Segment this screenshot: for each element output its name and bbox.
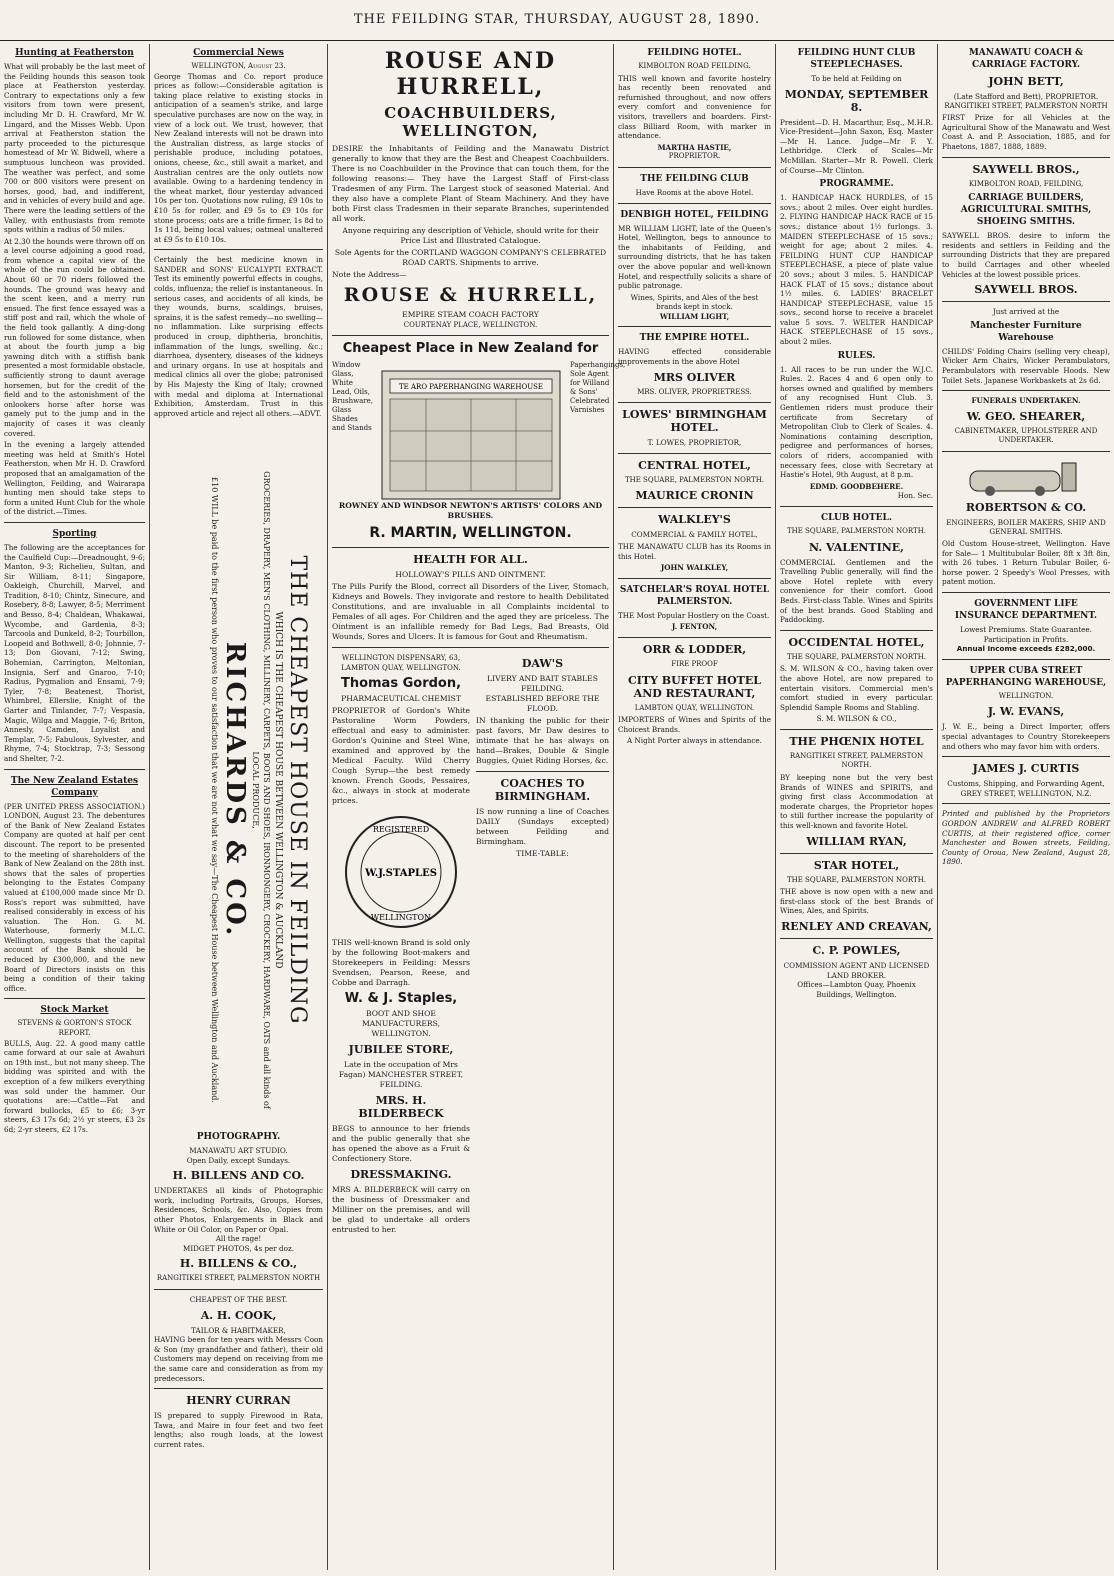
advert-text: COMMERCIAL Gentlemen and the Travelling Public generally, will find the above Hotel replete with every convenience for their comfort. Good Beds. First-class Table. Wines and Spirits of the best brands. Good Stabling and Paddocking. <box>780 557 933 625</box>
divider <box>4 522 145 523</box>
richards-goods: GROCERIES, DRAPERY, MEN'S CLOTHING, MILLINERY, CARPETS, BOOTS AND SHOES, IRONMONGERY, CROCKERY, HARDWARE, OATS and all kinds of LOCAL PRODUCE, <box>251 471 271 1109</box>
divider <box>332 547 609 548</box>
divider <box>618 203 771 204</box>
headline-stock-market: Stock Market <box>40 1005 109 1016</box>
warehouse-engraving <box>376 365 566 503</box>
article-text: The following are the acceptances for the Caulfield Cup:—Dreadnought, 9-6; Manton, 9-3; Richelieu, Sultan, and Sir William, 8-11; Singapore, Oakleigh, Churchill, Marvel, and Tradition, 8-10; Chintz, Sinecure, and Rosebery, 8-8; Lawyer, 8-5; Merriment and Besso, 8-4; Chaldean, Whakawai, Wycombe, and Gardenia, 8-3; Tarcoola and Dunkeld, 8-2; Tourbillon, Loopeid and Bothwell, 8-0; Johnnie, 7-13; Don Giovani, 7-12; Swing, Bohemian, Carrington, Meltonian, Insignia, Serf and Gnaroo, 7-10; Radius, Pygmalion and Ensami, 7-9; Tyler, 7-8; Beatenest, Thorist, Whimbrel, Ellerslie, Knight of the Garter and Tinlander, 7-7; Vespasia, Magic, Wilga and Maggie, 7-6; Briton, Annesly, Camden, Loyalist and Templar, 7-5; Fabulous, Sylvester, and Rhyme, 7-4; Stocktrap, 7-3; Sessong and Shelter, 7-2. <box>4 542 145 763</box>
staples-trade: BOOT AND SHOE MANUFACTURERS, WELLINGTON. <box>362 1009 440 1038</box>
gov-insurance-text: Lowest Premiums. State Guarantee. Participation in Profits. <box>960 625 1092 644</box>
richards-advert <box>180 460 310 1120</box>
rouse-name: ROUSE & HURRELL, <box>343 284 598 306</box>
hastie-name: MARTHA HASTIE, <box>657 142 732 152</box>
holloway-subheadline: HOLLOWAY'S PILLS AND OINTMENT. <box>395 570 546 579</box>
column-2-lower <box>150 1128 327 1570</box>
cronin-name: MAURICE CRONIN <box>635 489 754 503</box>
orr-subheadline: FIRE PROOF <box>671 660 718 668</box>
robertson-trade: ENGINEERS, BOILER MAKERS, SHIP AND GENERAL SMITHS. <box>946 517 1106 537</box>
divider <box>942 451 1110 452</box>
club-hotel-address: THE SQUARE, PALMERSTON NORTH. <box>786 526 927 535</box>
divider <box>154 1388 323 1389</box>
gordon-daws-row <box>332 653 609 1237</box>
masthead-title: THE FEILDING STAR, THURSDAY, AUGUST 28, 1890. <box>353 12 761 27</box>
bilderbeck-name: MRS. H. BILDERBECK <box>358 1094 444 1120</box>
billens-signature: H. BILLENS & CO., <box>179 1257 298 1271</box>
advert-text: BY keeping none but the very best Brands of WINES and SPIRITS, and giving first class Accommodation at moderate charges, the Proprietor hopes to still further increase the popularity of this well-known and favorite Hotel. <box>780 773 933 831</box>
advert-text: THE above is now open with a new and first-class stock of the best Brands of Wines, Ales, and Spirits. <box>780 887 933 916</box>
billens-midget: MIDGET PHOTOS, 4s per doz. <box>182 1243 295 1253</box>
hunt-signature: EDMD. GOODBEHERE. <box>809 481 904 491</box>
advert-text: 1. HANDICAP HACK HURDLES, of 15 sovs.; about 2 miles. Over eight hurdles. 2. FLYING HANDICAP HACK RACE of 15 sovs.; distance about 1½ furlongs. 3. MAIDEN STEEPLECHASE of 15 sovs.; weight for age; about 2 miles. 4. FEILDING HUNT CUP HANDICAP STEEPLECHASE, a piece of plate value 20 sovs.; about 3 miles. 5. HANDICAP HACK FLAT of 15 sovs.; distance about 1½ miles. 6. LADIES' BRACELET HANDICAP STEEPLECHASE, value 15 sovs., second horse to receive a bracelet value 5 sovs. 7. WELTER HANDICAP HACK STEEPLECHASE of 15 sovs., about 2 miles. <box>780 193 933 347</box>
subheadline: STEVENS & GORTON'S STOCK REPORT. <box>17 1019 132 1038</box>
advert-text: DESIRE the Inhabitants of Feilding and the Manawatu District generally to know that they are the Best and Cheapest Coachbuilders. There is no Coachbuilder in the Province that can touch them, for the following reasons:— They have the Largest Staff of First-class Tradesmen of any Firm. The Largest stock of seasoned Material. And they also have a complete Plant of Steam Machinery. And they have both First class Tradesmen in their separate Branches, superintended all work. <box>332 144 609 223</box>
holloway-headline: HEALTH FOR ALL. <box>413 553 528 566</box>
martin-sign: TE ARO PAPERHANGING WAREHOUSE <box>398 383 544 391</box>
central-headline: CENTRAL HOTEL, <box>638 458 751 472</box>
advert-text: 1. All races to be run under the W.J.C. Rules. 2. Races 4 and 6 open only to horses owned and qualified by members of any recognised Hunt Club. 3. Gentlemen riders must produce their certificate from Secretary of Metropolitan Club to Clerk of Scales. 4. Nominations containing description, pedigree and performances of horses, colors of riders, accompanied with necessary fees, close with Secretary at Hastie's Hotel, 9th August, at 8 p.m. <box>780 364 933 480</box>
cook-trade: TAILOR & HABITMAKER, <box>191 1325 286 1335</box>
funerals-notice: FUNERALS UNDERTAKEN. <box>971 396 1081 406</box>
bett-name: JOHN BETT, <box>988 75 1064 88</box>
studio-hours: Open Daily, except Sundays. <box>186 1155 291 1165</box>
star-headline: STAR HOTEL, <box>813 858 900 872</box>
occidental-headline: OCCIDENTAL HOTEL, <box>788 635 925 649</box>
advert-text: THIS well known and favorite hostelry has recently been renovated and refurnished throughout, and now offers every comfort and convenience for visitors, travellers and boarders. First-class Billiard Room, with marker in attendance. <box>618 73 771 141</box>
buffet-address: LAMBTON QUAY, WELLINGTON. <box>634 703 755 712</box>
daws-established: ESTABLISHED BEFORE THE FLOOD. <box>485 694 600 713</box>
shearer-trade: CABINETMAKER, UPHOLSTERER AND UNDERTAKER. <box>954 426 1098 445</box>
programme-headline: PROGRAMME. <box>819 179 894 190</box>
coach-timetable: TIME-TABLE: <box>516 849 569 858</box>
divider <box>780 630 933 631</box>
divider <box>942 157 1110 158</box>
advert-text: UNDERTAKES all kinds of Photographic work, including Portraits, Groups, Horses, Residences, Schools, &c. Also, Copies from other Photos, Enlargements in Black and White or Oil Color, on Paper or Opal. <box>154 1186 323 1234</box>
divider <box>780 938 933 939</box>
buffet-headline: CITY BUFFET HOTEL AND RESTAURANT, <box>628 673 761 700</box>
masthead <box>0 0 1114 41</box>
gordon-title: PHARMACEUTICAL CHEMIST <box>341 694 461 703</box>
richards-tagline: WHICH IS THE CHEAPEST HOUSE BETWEEN WELLINGTON & AUCKLAND <box>273 611 283 969</box>
fenton-name: J. FENTON, <box>671 622 718 632</box>
shearer-name: W. GEO. SHEARER, <box>966 409 1086 423</box>
curtis-trade: Customs, Shipping, and Forwarding Agent, GREY STREET, WELLINGTON, N.Z. <box>947 779 1105 798</box>
column-3 <box>328 44 626 1570</box>
divider <box>4 998 145 999</box>
advert-text: SAYWELL BROS. desire to inform the residents and settlers in Feilding and the surrounding Districts that they are prepared to build Carriages and other wheeled Vehicles at the lowest possible prices. <box>942 231 1110 279</box>
column-4 <box>614 44 775 1570</box>
divider <box>476 771 609 772</box>
rouse-note: Note the Address— <box>332 270 407 279</box>
martin-left-list: Window Glass, White Lead, Oils, Brushware, Glass Shades and Stands <box>332 361 373 432</box>
hunt-signature-role: Hon. Sec. <box>897 491 933 501</box>
advert-text: Sole Agents for the CORTLAND WAGGON COMPANY'S CELEBRATED ROAD CARTS. Shipments to arrive. <box>334 248 607 267</box>
gordon-advert <box>332 653 470 1237</box>
column-6 <box>938 44 1114 1570</box>
evans-name: J. W. EVANS, <box>987 705 1065 719</box>
star-address: THE SQUARE, PALMERSTON NORTH. <box>786 875 927 884</box>
divider <box>780 506 933 507</box>
walkley-name: JOHN WALKLEY, <box>660 563 729 573</box>
billens-name: H. BILLENS AND CO. <box>172 1169 305 1183</box>
denbigh-wines: Wines, Spirits, and Ales of the best brands kept in stock. <box>630 292 759 312</box>
article-text: BULLS, Aug. 22. A good many cattle came forward at our sale at Awahuri on 19th inst., but not many sheep. The bidding was spirited and with the exception of a few milkers everything was sold under the hammer. Our quotations are:—Cattle—Fat and forward bullocks, £5 to £6; 3-yr steers, £3 17s 6d; 2½ yr steers, £3 2s 6d; 2-yr steers, £2 17s. <box>4 1038 145 1134</box>
imprint: Printed and published by the Proprietors GORDON ANDREW and ALFRED ROBERT CURTIS, at their registered office, corner Manchester and Bowen streets, Feilding, County of Oroua, New Zealand, August 28, 1890. <box>942 809 1110 867</box>
staples-name: W. & J. Staples, <box>344 991 458 1006</box>
bett-factory: MANAWATU COACH & CARRIAGE FACTORY. <box>968 48 1084 70</box>
divider <box>618 167 771 168</box>
advert-text: President—D. H. Macarthur, Esq., M.H.R. Vice-President—John Saxon, Esq. Master—Mr H. Lance. Judge—Mr F. Y. Lethbridge. Clerk of Scales—Mr McMillan. Starter—Mr R. Powell. Clerk of Course—Mr Clinton. <box>780 117 933 175</box>
advert-text: IMPORTERS of Wines and Spirits of the Choicest Brands. <box>618 715 771 734</box>
light-name: WILLIAM LIGHT, <box>659 311 730 321</box>
hastie-role: PROPRIETOR. <box>668 152 721 161</box>
curran-name: HENRY CURRAN <box>186 1394 291 1408</box>
club-headline: THE FEILDING CLUB <box>640 173 749 184</box>
saywell-name: SAYWELL BROS., <box>972 162 1080 176</box>
manchester-headline: Manchester Furniture Warehouse <box>970 320 1082 343</box>
advert-text: CHILDS' Folding Chairs (selling very cheap), Wicker Arm Chairs, Wicker Perambulators, Perambulators with reservable Hoods. New Toilet Sets. Japanese Workbaskets at 2s 6d. <box>942 346 1110 385</box>
advert-text: MRS A. BILDERBECK will carry on the business of Dressmaker and Milliner on the premises, and will be glad to undertake all orders entrusted to her. <box>332 1185 470 1234</box>
divider <box>154 249 323 250</box>
bett-subheadline: (Late Stafford and Bett), PROPRIETOR. <box>953 92 1099 101</box>
richards-offer: £10 WILL be paid to the first person who proves to our satisfaction that we are not what we say—The Cheapest House between Wellington and Auckland. <box>210 477 219 1103</box>
engine-engraving <box>966 457 1086 497</box>
headline-estates: The New Zealand Estates Company <box>10 775 139 798</box>
oliver-signature: MRS. OLIVER, PROPRIETRESS. <box>637 387 752 396</box>
central-address: THE SQUARE, PALMERSTON NORTH. <box>624 475 765 484</box>
divider <box>942 659 1110 660</box>
headline-sporting: Sporting <box>52 528 97 539</box>
hunt-club-intro: To be held at Feilding on <box>811 74 902 83</box>
divider <box>780 729 933 730</box>
powles-trade: COMMISSION AGENT AND LICENSED LAND BROKER. <box>783 961 930 980</box>
lowes-proprietor: T. LOWES, PROPRIETOR, <box>647 438 742 448</box>
daws-trade: LIVERY AND BAIT STABLES FEILDING. <box>487 674 598 693</box>
richards-name: RICHARDS & CO. <box>220 641 250 939</box>
advert-text: Old Custom House-street, Wellington. Have for Sale— 1 Multitubular Boiler, 8ft x 3ft 8in, with 26 tubes. 1 Return Tubular Boiler, 6-horse power. 2 Speedy's Wool Presses, with patent motion. <box>942 539 1110 587</box>
divider <box>942 592 1110 593</box>
advert-text: IS now running a line of Coaches DAILY (Sundays excepted) between Feilding and Birmingham. <box>476 807 609 846</box>
advert-text: FIRST Prize for all Vehicles at the Agricultural Show of the Manawatu and West Coast A. and P. Association, 1885, and for Phaetons, 1887, 1888, 1889. <box>942 113 1110 151</box>
article-text: George Thomas and Co. report produce prices as follow:—Considerable agitation is taking place relative to existing stocks in anticipation of a seamen's strike, and large speculative purchases are now on the way, in view of a lock out. We trust, however, that New Zealand interests will not be drawn into the Australian distress, as large stocks of perishable produce, including potatoes, onions, cheese, &c., still await a market, and Australian centres are the only outlets now available. Owing to a hardening tendency in the wheat market, flour yesterday advanced 10s per ton. Quotations now ruling, £9 10s to £10 5s for roller, and £9 5s to £9 10s for stone process; oats are a trifle firmer, 1s 8d to 1s 11d, being local values; oatmeal unaltered at £9 5s to £10 10s. <box>154 71 323 244</box>
saywell-signature: SAYWELL BROS. <box>974 283 1078 297</box>
divider <box>942 301 1110 302</box>
walkley-headline: WALKLEY'S <box>658 513 731 527</box>
divider <box>618 326 771 327</box>
divider <box>618 453 771 454</box>
jubilee-headline: JUBILEE STORE, <box>348 1043 454 1056</box>
club-text: Have Rooms at the above Hotel. <box>635 187 754 197</box>
occidental-signature: S. M. WILSON & CO., <box>816 714 897 724</box>
advert-text: S. M. WILSON & CO., having taken over the above Hotel, are now prepared to entertain visitors. Commercial men's comfort studied in every particular. Splendid Sample Rooms and Stabling. <box>780 664 933 712</box>
satchelar-headline: SATCHELAR'S ROYAL HOTEL PALMERSTON. <box>619 584 770 607</box>
curtis-name: JAMES J. CURTIS <box>972 762 1080 776</box>
cook-slogan: CHEAPEST OF THE BEST. <box>189 1294 288 1304</box>
advert-text: HAVING been for ten years with Messrs Coon & Son (my grandfather and father), their old Customers may depend on receiving from me the same care and consideration as from my predecessors. <box>154 1335 323 1383</box>
renley-name: RENLEY AND CREAVAN, <box>781 920 932 933</box>
manchester-intro: Just arrived at the <box>992 307 1060 317</box>
gov-insurance-income: Annual Income exceeds £282,000. <box>956 644 1096 654</box>
cook-name: A. H. COOK, <box>200 1308 277 1322</box>
orr-headline: ORR & LODDER, <box>642 643 747 656</box>
studio-name: MANAWATU ART STUDIO. <box>189 1146 288 1155</box>
advert-text: THE MANAWATU CLUB has its Rooms in this Hotel. <box>618 542 771 561</box>
empire-headline: THE EMPIRE HOTEL. <box>639 333 750 344</box>
advert-text: The Pills Purify the Blood, correct all Disorders of the Liver, Stomach, Kidneys and Bowels. They invigorate and restore to health Debilitated Constitutions, and are invaluable in all Complaints incidental to Females of all ages. For Children and the aged they are priceless. The Ointment is an infallible remedy for Bad Legs, Bad Breasts, Old Wounds, Sores and Ulcers. It is famous for Gout and Rheumatism. <box>332 582 609 641</box>
advert-text: BEGS to announce to her friends and the public generally that she has opened the above as a Fruit & Confectionery Store. <box>332 1124 470 1163</box>
saywell-address: KIMBOLTON ROAD, FEILDING, <box>968 179 1084 188</box>
divider <box>4 769 145 770</box>
headline-commercial: Commercial News <box>193 48 284 58</box>
robertson-name: ROBERTSON & CO. <box>965 500 1087 514</box>
dressmaking-headline: DRESSMAKING. <box>350 1168 452 1181</box>
hunt-club-date: MONDAY, SEPTEMBER 8. <box>784 87 929 114</box>
stamp-top: REGISTERED <box>372 825 430 834</box>
martin-headline: Cheapest Place in New Zealand for <box>342 341 599 356</box>
advert-text: J. W. E., being a Direct Importer, offers special advantages to Country Storekeepers and others who may favor him with orders. <box>942 722 1110 751</box>
feilding-hotel-address: KIMBOLTON ROAD FEILDING. <box>638 62 751 70</box>
ryan-name: WILLIAM RYAN, <box>806 834 907 848</box>
divider <box>618 578 771 579</box>
advert-text: HAVING effected considerable improvements in the above Hotel <box>618 347 771 367</box>
advert-text: IN thanking the public for their past favors, Mr Daw desires to intimate that he has always on hand—Brakes, Double & Single Buggies, Quiet Riding Horses, &c. <box>476 716 609 765</box>
divider <box>332 647 609 648</box>
advert-text: IS prepared to supply Firewood in Rata, Tawa, and Maire in four feet and two feet lengths; also rough loads, at the lowest current rates. <box>154 1411 323 1449</box>
cuba-address: WELLINGTON. <box>998 691 1054 700</box>
divider <box>780 853 933 854</box>
billens-address: RANGITIKEI STREET, PALMERSTON NORTH <box>156 1274 321 1283</box>
powles-address: Offices—Lambton Quay, Phoenix Buildings, Wellington. <box>797 980 916 999</box>
daws-name: DAW'S <box>521 657 564 670</box>
divider <box>942 756 1110 757</box>
feilding-hotel-headline: FEILDING HOTEL. <box>647 48 742 58</box>
advert-text: THE Most Popular Hostlery on the Coast. <box>618 610 770 620</box>
club-hotel-headline: CLUB HOTEL. <box>821 512 892 523</box>
bett-address: RANGITIKEI STREET, PALMERSTON NORTH <box>944 101 1108 110</box>
divider <box>618 402 771 403</box>
headline-hunting: Hunting at Featherston <box>15 48 134 58</box>
martin-name: R. MARTIN, WELLINGTON. <box>369 525 572 541</box>
jubilee-text: Late in the occupation of Mrs Fagan) MANCHESTER STREET, FEILDING. <box>338 1060 464 1089</box>
phoenix-headline: THE PHŒNIX HOTEL <box>789 734 924 748</box>
occidental-address: THE SQUARE, PALMERSTON NORTH. <box>786 652 927 661</box>
valentine-name: N. VALENTINE, <box>809 540 904 554</box>
column-5 <box>776 44 937 1570</box>
saywell-trades: CARRIAGE BUILDERS, AGRICULTURAL SMITHS, SHOEING SMITHS. <box>960 193 1092 228</box>
stamp-bottom: WELLINGTON <box>370 913 432 922</box>
divider <box>332 335 609 336</box>
oliver-name: MRS OLIVER <box>653 370 736 384</box>
divider <box>618 637 771 638</box>
lowes-headline: LOWES' BIRMINGHAM HOTEL. <box>622 408 767 435</box>
advert-text: Certainly the best medicine known in SANDER and SONS' EUCALYPTI EXTRACT. Test its eminently powerful effects in coughs, colds, influenza; the relief is instantaneous. In serious cases, and accidents of all kinds, be they wounds, burns, scaldings, bruises, sprains, it is the safest remedy—no swelling—no inflammation. Like surprising effects produced in croup, diphtheria, bronchitis, inflammation of the lungs, swelling, &c.; diarrhoea, dysentery, diseases of the kidneys and urinary organs. In use at hospitals and medical clinics all over the globe; patronised by His Majesty the King of Italy; crowned with medal and diploma at International Exhibition, Amsterdam. Trust in this approved article and reject all others.—ADVT. <box>154 255 323 418</box>
gov-insurance-headline: GOVERNMENT LIFE INSURANCE DEPARTMENT. <box>954 599 1098 622</box>
dateline: WELLINGTON, August 23. <box>191 62 286 70</box>
article-text: In the evening a largely attended meeting was held at Smith's Hotel Featherston, when Mr H. D. Crawford proposed that an amalgamation of the Wellington, Feilding, and Wairarapa hunting men should take steps to form a united Hunt Club for the whole of the district.—Times. <box>4 440 145 517</box>
divider <box>154 1289 323 1290</box>
rouse-factory: EMPIRE STEAM COACH FACTORY <box>402 310 539 319</box>
article-text: (PER UNITED PRESS ASSOCIATION.) LONDON, August 23. The debentures of the Bank of New Zealand Estates Company are quoted at half per cent discount. The report to be presented to the meeting of shareholders of the Bank of New Zealand on the 28th inst. shows that the sales of properties belonging to the Estates Company valued at £100,000 made since Mr D. Ross's report was submitted, have realised considerably in excess of his valuation. The Hon. G. M. Waterhouse, formerly M.L.C. Wellington, suggests that the capital account of the Bank should be reduced by £300,000, and the new Board of Directors insists on this being a condition of their taking office. <box>4 801 145 993</box>
hunt-club-headline: FEILDING HUNT CLUB STEEPLECHASES. <box>797 48 916 70</box>
richards-headline: THE CHEAPEST HOUSE IN FEILDING <box>285 555 310 1025</box>
denbigh-headline: DENBIGH HOTEL, FEILDING <box>620 209 769 220</box>
article-text: What will probably be the last meet of the Feilding hounds this season took place at Featherston yesterday. Contrary to expectations only a few visitors from town were present, including Mr D. H. Crawford, Mr W. Lingard, and the Misses Webb. Upon arrival at Featherston station the party proceeded to the picturesque homestead of Mr W. Bidwell, where a sumptuous luncheon was provided. The weather was perfect, and some 700 or 800 visitors were present on horses, good, bad, and indifferent, and in vehicles of every build and age. There were the leading settlers of the Valley, with enthusiasts from remote spots within a radius of 50 miles. <box>4 62 145 235</box>
staples-stamp <box>341 812 461 932</box>
advert-text: THIS well-known Brand is sold only by the following Boot-makers and Storekeepers in Feilding: Messrs Svendsen, Pearson, Reese, and Cobbe and Darragh. <box>332 938 470 987</box>
divider <box>942 803 1110 804</box>
photography-headline: PHOTOGRAPHY. <box>196 1132 281 1142</box>
divider <box>618 507 771 508</box>
buffet-night: A Night Porter always in attendance. <box>627 736 762 746</box>
martin-advert <box>332 361 626 501</box>
rouse-subheadline: COACHBUILDERS, WELLINGTON, <box>384 104 557 140</box>
rouse-address: COURTENAY PLACE, WELLINGTON. <box>403 321 538 329</box>
gordon-name: Thomas Gordon, <box>340 676 462 691</box>
daws-advert <box>476 653 609 1237</box>
article-text: At 2.30 the hounds were thrown off on a level course adjoining a good road, from whence a capital view of the whole of the run could be obtained. About 60 or 70 riders followed the hounds. The ground was heavy and the scent keen, and a merry run ensued. The first fence essayed was a stiff post and rail, which the whole of the field took gallantly. A ding-dong run followed for some distance, when at about the fourth jump a big yawning ditch with a stiffish bank presented a most formidable obstacle, sufficiently strong to daunt average horsemen, but for the credit of the field and to the astonishment of the onlookers horse after horse was gamely put to the jump and in the majority of cases it was cleanly covered. <box>4 236 145 438</box>
cuba-headline: UPPER CUBA STREET PAPERHANGING WAREHOUSE, <box>945 665 1107 688</box>
billens-rage: All the rage! <box>215 1234 262 1244</box>
column-1 <box>0 44 149 1570</box>
divider <box>942 390 1110 391</box>
phoenix-address: RANGITIKEI STREET, PALMERSTON NORTH. <box>789 751 924 770</box>
stamp-mid: W.J.STAPLES <box>365 868 437 879</box>
rules-headline: RULES. <box>837 350 876 361</box>
walkley-subheadline: COMMERCIAL & FAMILY HOTEL, <box>631 530 758 540</box>
advert-text: Anyone requiring any description of Vehicle, should write for their Price List and Illustrated Catalogue. <box>342 226 599 245</box>
rouse-headline: ROUSE AND HURRELL, <box>384 48 557 100</box>
martin-colors: ROWNEY AND WINDSOR NEWTON'S ARTISTS' COLORS AND BRUSHES. <box>338 501 603 520</box>
advert-text: PROPRIETOR of Gordon's White Pastoraline Worm Powders, effectual and easy to administer. Gordon's Quinine and Steel Wine, examined and approved by the Medical Faculty. Wild Cherry Cough Syrup—the best remedy known. French Goods, Pessaires, &c., always in stock at moderate prices. <box>332 706 470 805</box>
gordon-address: WELLINGTON DISPENSARY, 63, LAMBTON QUAY, WELLINGTON. <box>341 654 461 672</box>
martin-right-list: Paperhangings, Sole Agent for Willand & Sons' Celebrated Varnishes <box>570 361 626 414</box>
advert-text: MR WILLIAM LIGHT, late of the Queen's Hotel, Wellington, begs to announce to the inhabitants of Feilding, and surrounding districts, that he has taken over the above popular and well-known Hotel, and respectfully solicits a share of public patronage. <box>618 223 771 291</box>
coach-headline: COACHES TO BIRMINGHAM. <box>494 777 591 803</box>
powles-name: C. P. POWLES, <box>812 944 901 957</box>
